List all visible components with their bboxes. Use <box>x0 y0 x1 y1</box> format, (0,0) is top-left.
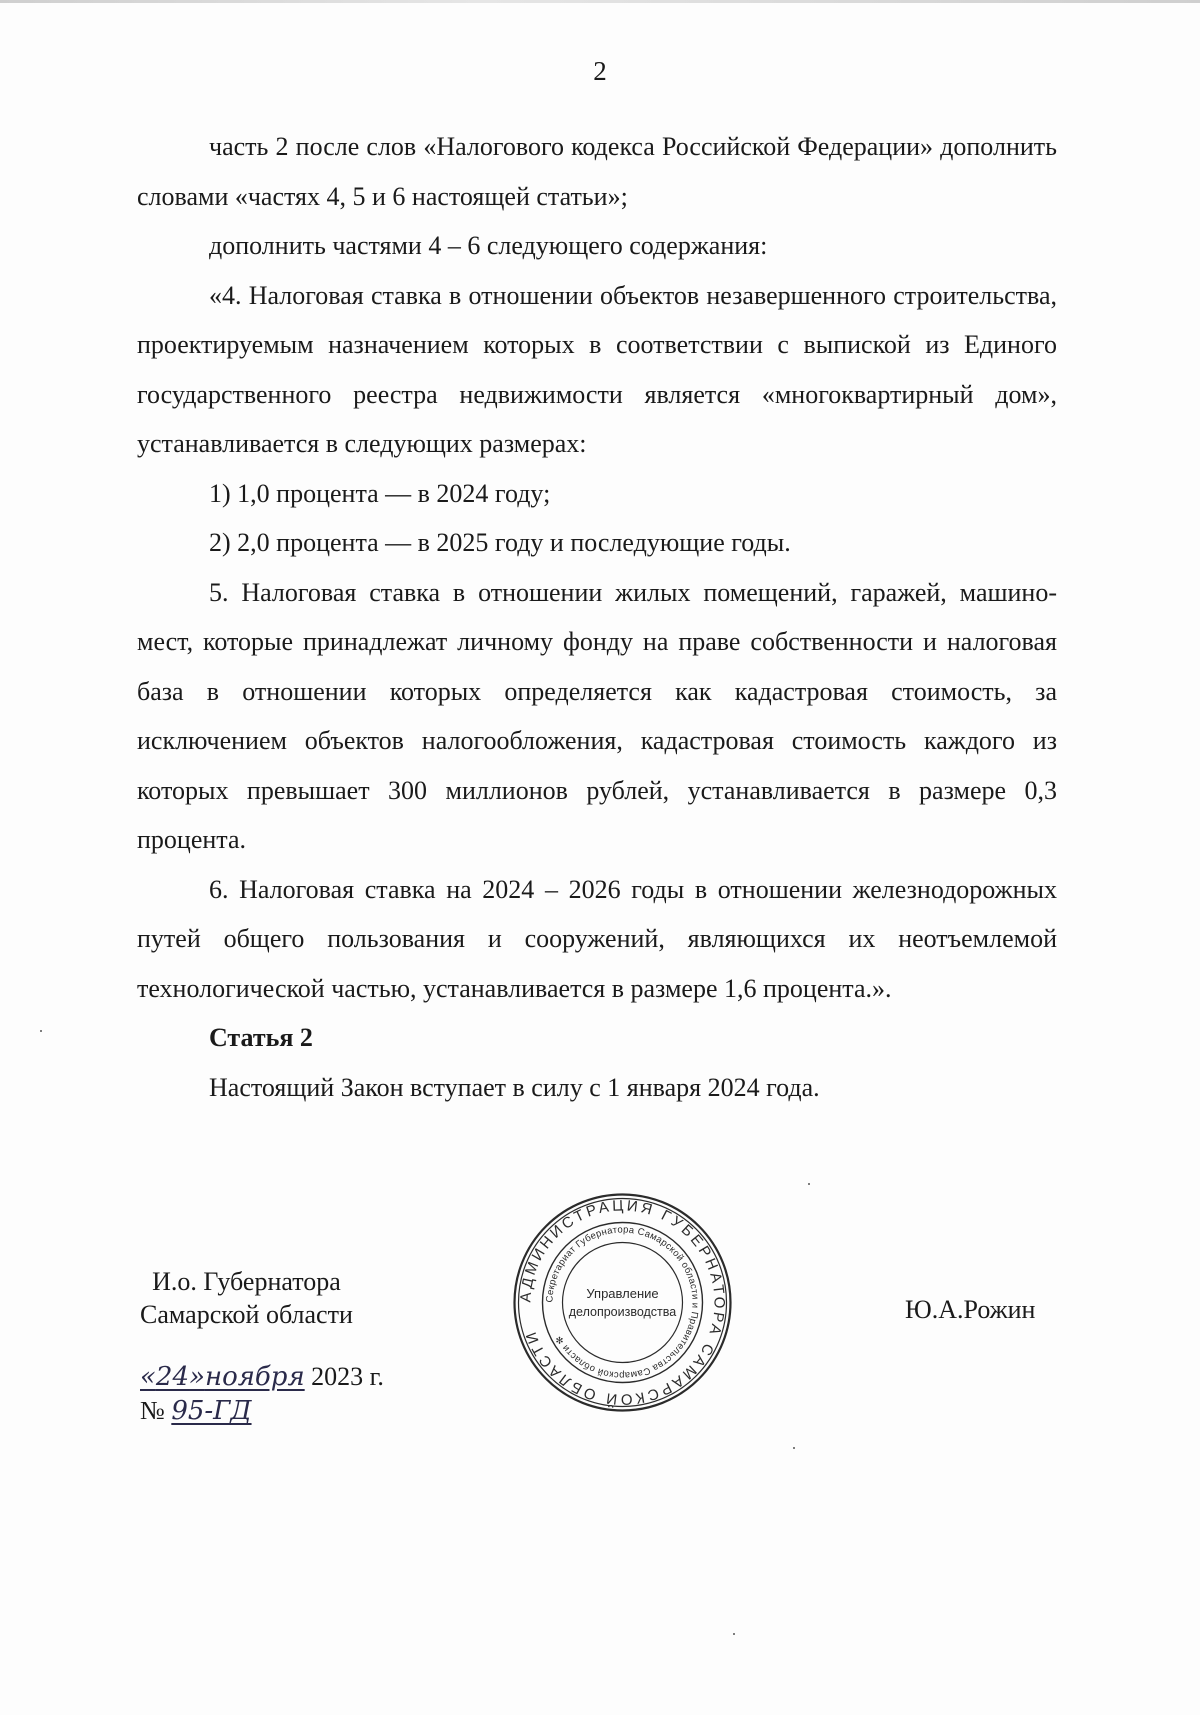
paragraph-part-4: «4. Налоговая ставка в отношении объектов незавершенного строительства, проектируемым назначением которых в соответствии с выпиской из Единого государственного реестра недвижимости является «многоквартирный дом», устанавливается в следующих размерах: <box>137 280 1057 458</box>
signatory-name: Ю.А.Рожин <box>905 1295 1036 1324</box>
paragraph-add-parts: дополнить частями 4 – 6 следующего содержания: <box>209 231 768 260</box>
law-number-prefix: № <box>140 1396 165 1425</box>
paragraph-part-2-amendment: часть 2 после слов «Налогового кодекса Российской Федерации» дополнить словами «частях 4, 5 и 6 настоящей статьи»; <box>137 132 1057 211</box>
signing-date <box>140 1360 384 1394</box>
article-2-heading: Статья 2 <box>209 1023 313 1052</box>
law-number-handwritten: 95-ГД <box>171 1396 252 1426</box>
law-number <box>140 1394 384 1428</box>
date-close-quote: » <box>189 1362 205 1392</box>
official-seal <box>510 1190 735 1415</box>
scan-speck <box>793 1447 795 1449</box>
date-open-quote: « <box>140 1362 156 1392</box>
paragraph-part-5: 5. Налоговая ставка в отношении жилых помещений, гаражей, машино-мест, которые принадлежат личному фонду на праве собственности и налоговая база в отношении которых определяется как кадастровая стоимость, за исключением объектов налогообложения, кадастровая стоимость каждого из которых превышает 300 миллионов рублей, устанавливается в размере 0,3 процента. <box>137 577 1057 854</box>
seal-center-line-2: делопроизводства <box>568 1305 677 1319</box>
date-year: 2023 г. <box>311 1362 384 1391</box>
date-day-handwritten: 24 <box>155 1362 190 1392</box>
svg-text:Секретариат Губернатора Самарс <box>544 1224 700 1380</box>
scan-top-edge <box>0 0 1200 3</box>
seal-outer-text: АДМИНИСТРАЦИЯ ГУБЕРНАТОРА САМАРСКОЙ ОБЛАСТИ <box>517 1197 728 1408</box>
page-number: 2 <box>593 56 607 86</box>
scan-speck <box>733 1633 735 1635</box>
scan-speck <box>808 1183 810 1185</box>
article-2-text: Настоящий Закон вступает в силу с 1 января 2024 года. <box>209 1072 820 1102</box>
seal-center-line-1: Управление <box>586 1286 659 1301</box>
law-body <box>137 122 1057 1112</box>
list-item-2024-rate: 1) 1,0 процента — в 2024 году; <box>209 478 551 508</box>
list-item-2025-rate: 2) 2,0 процента — в 2025 году и последующие годы. <box>209 528 791 557</box>
signatory-title <box>140 1265 353 1331</box>
signatory-title-line-1: И.о. Губернатора <box>152 1267 341 1296</box>
scan-speck <box>40 1030 42 1032</box>
signing-date-block <box>140 1360 384 1428</box>
seal-inner-text: Секретариат Губернатора Самарской области и Правительства Самарской области ✻ <box>544 1224 701 1381</box>
date-month-handwritten: ноября <box>204 1362 305 1392</box>
signatory-title-line-2: Самарской области <box>140 1300 353 1329</box>
paragraph-part-6: 6. Налоговая ставка на 2024 – 2026 годы в отношении железнодорожных путей общего пользования и сооружений, являющихся их неотъемлемой технологической частью, устанавливается в размере 1,6 процента.». <box>137 874 1057 1003</box>
